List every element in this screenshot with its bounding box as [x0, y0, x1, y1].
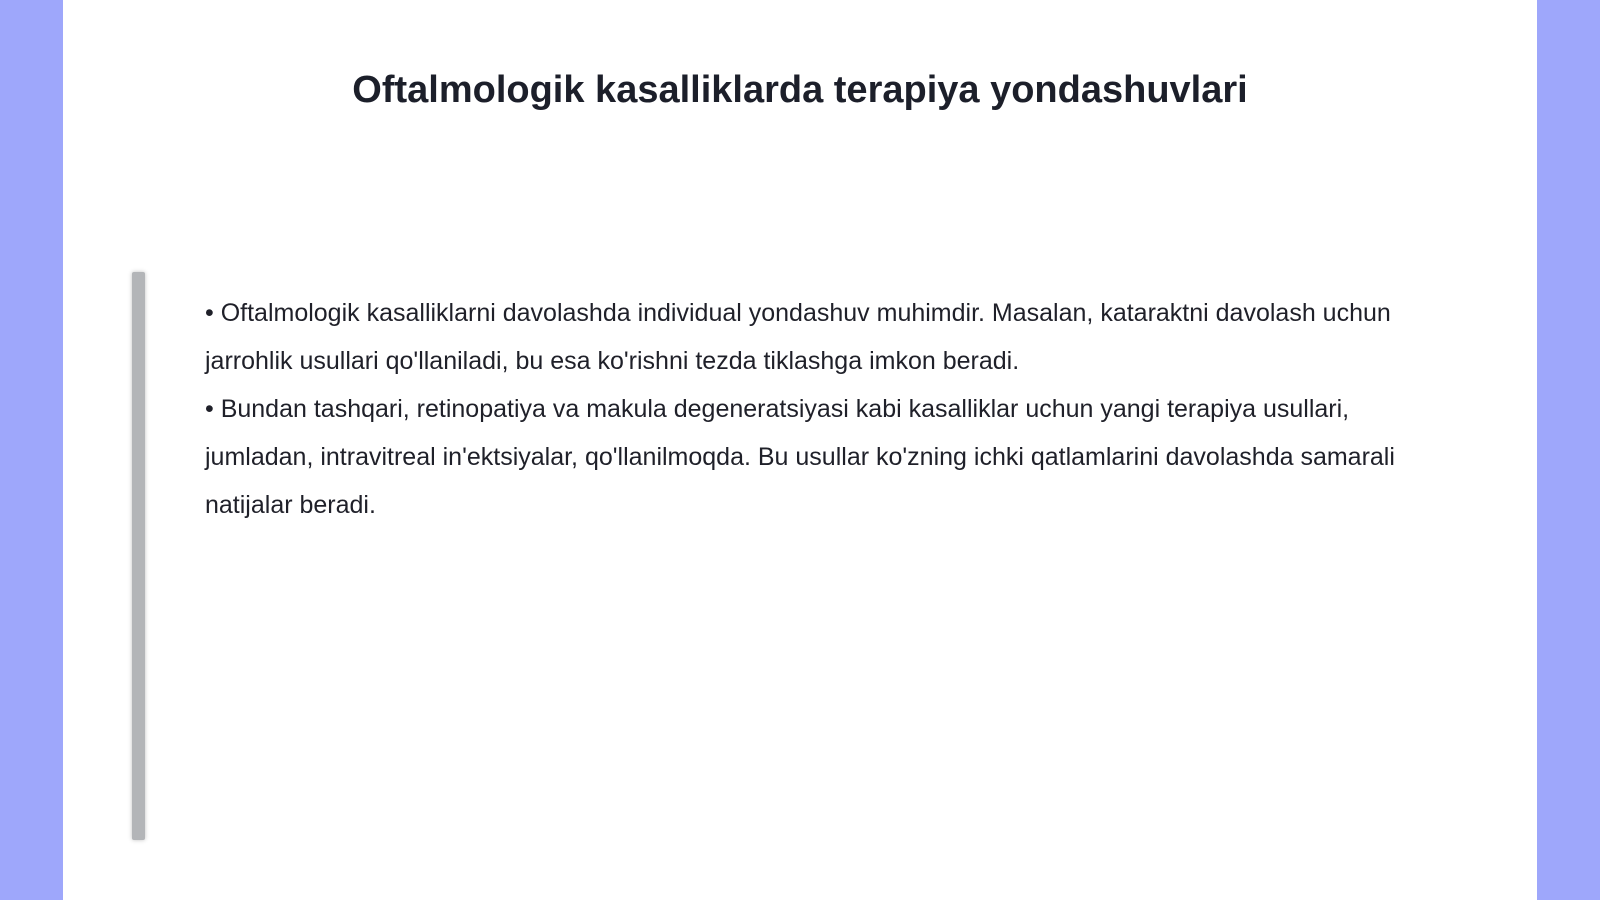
bullet-item: • Oftalmologik kasalliklarni davolashda individual yondashuv muhimdir. Masalan, kataraktni davolash uchun jarrohlik usullari qo'llaniladi, bu esa ko'rishni tezda tiklashga imkon beradi. [205, 299, 1391, 375]
bullet-item: • Bundan tashqari, retinopatiya va makula degeneratsiyasi kabi kasalliklar uchun yangi terapiya usullari, jumladan, intravitreal in'ektsiyalar, qo'llanilmoqda. Bu usullar ko'zning ichki qatlamlarini davolashda samarali natijalar beradi. [205, 395, 1395, 519]
accent-bar [132, 272, 145, 840]
slide-body [205, 289, 1455, 529]
slide [63, 0, 1537, 900]
slide-title: Oftalmologik kasalliklarda terapiya yondashuvlari [352, 69, 1248, 111]
